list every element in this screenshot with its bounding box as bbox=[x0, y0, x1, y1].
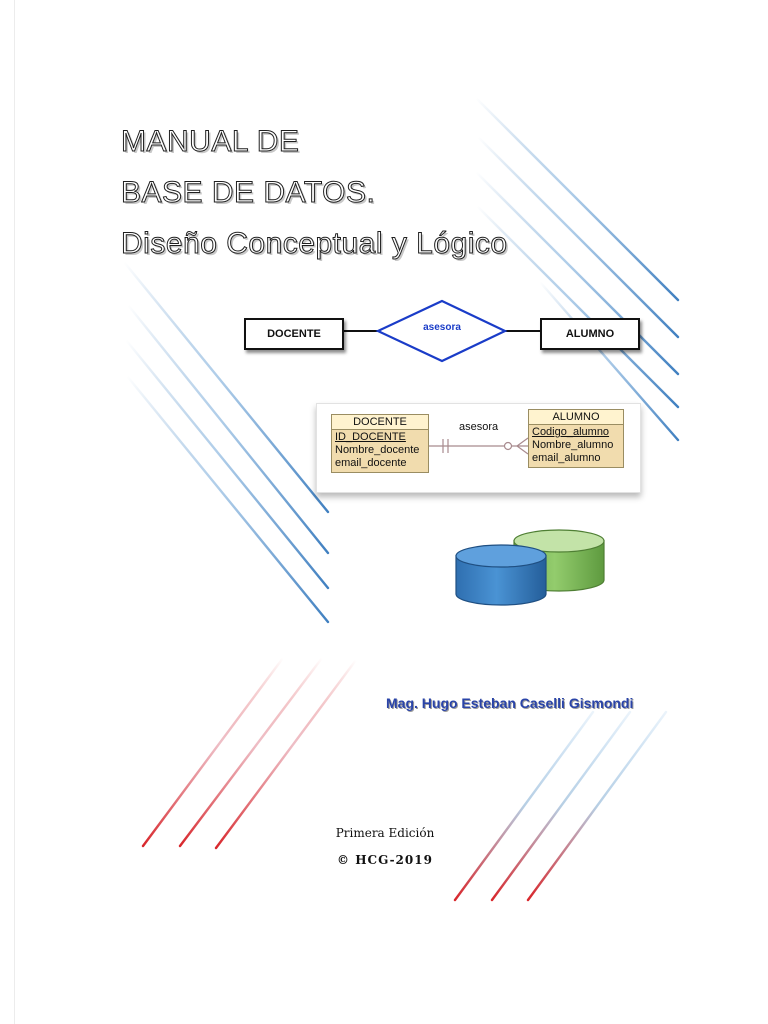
edition-text: Primera Edición bbox=[335, 826, 435, 840]
title-line-1: MANUAL DE bbox=[121, 125, 300, 158]
author-name: Mag. Hugo Esteban Caselli Gismondi bbox=[386, 695, 634, 711]
title-line-2: BASE DE DATOS. bbox=[121, 176, 376, 209]
field-nombre-alumno: Nombre_alumno bbox=[532, 439, 614, 451]
field-email-docente: email_docente bbox=[335, 457, 407, 469]
title-line-3: Diseño Conceptual y Lógico bbox=[121, 227, 508, 260]
entity-alumno bbox=[540, 318, 640, 350]
table-docente-header: DOCENTE bbox=[332, 415, 428, 430]
relationship-label: asesora bbox=[423, 322, 461, 333]
field-id-docente: ID_DOCENTE bbox=[335, 431, 406, 443]
table-alumno-header: ALUMNO bbox=[529, 410, 623, 425]
database-cylinders bbox=[448, 524, 618, 614]
entity-docente bbox=[244, 318, 344, 350]
field-codigo-alumno: Codigo_alumno bbox=[532, 426, 610, 438]
entity-alumno-label: ALUMNO bbox=[565, 328, 615, 340]
database-cylinder-icon bbox=[456, 545, 546, 605]
relationship-label-logical: asesora bbox=[459, 421, 499, 433]
copyright-text: © HCG-2019 bbox=[337, 853, 433, 867]
table-alumno bbox=[528, 409, 624, 468]
logical-diagram bbox=[316, 403, 641, 493]
table-docente bbox=[331, 414, 429, 473]
entity-docente-label: DOCENTE bbox=[267, 328, 321, 340]
field-nombre-docente: Nombre_docente bbox=[335, 444, 420, 456]
field-email-alumno: email_alumno bbox=[532, 452, 601, 464]
